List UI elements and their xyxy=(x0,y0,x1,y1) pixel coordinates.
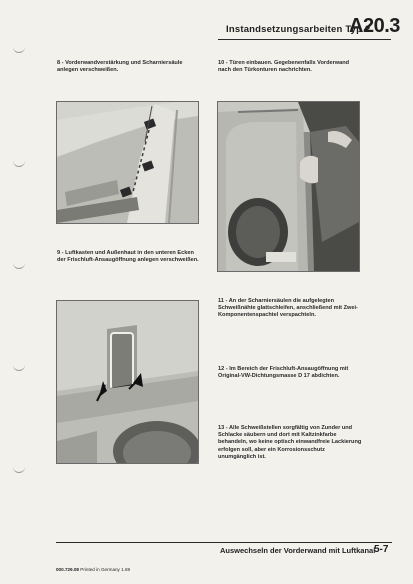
step-text: Alle Schweißstellen sorgfältig von Zunder und Schlacke säubern und dort mit Kaltzinkfarbe behandeln, wo keine optisch einwandfreie Lackierung erfolgen soll, aber ein Korrosionsschutz unumgänglich ist. xyxy=(218,425,362,460)
print-note xyxy=(56,567,130,572)
step-text: An der Scharniersäulen die aufgelegten Schweißnähte glattschleifen, anschließend mit Zwei-Komponentenspachtel verspachteln. xyxy=(218,298,358,319)
step-9: 9 - Luftkasten und Außenhaut in den unteren Ecken der Frischluft-Ansaugöffnung anlegen verschweißen. xyxy=(57,250,199,264)
step-text: Vorderwandverstärkung und Scharniersäule anlegen verschweißen. xyxy=(57,60,183,74)
step-number: 10 xyxy=(218,60,225,66)
step-text: Im Bereich der Frischluft-Ansaugöffnung mit Original-VW-Dichtungsmasse D 17 abdichten. xyxy=(218,366,349,380)
footer-rule xyxy=(56,542,392,543)
step-text: Luftkasten und Außenhaut in den unteren Ecken der Frischluft-Ansaugöffnung anlegen verschweißen. xyxy=(57,250,199,264)
step-number: 8 xyxy=(57,60,61,66)
binder-hole-mark xyxy=(13,44,25,53)
header-title: Instandsetzungsarbeiten Typ 2 xyxy=(226,24,371,35)
page-number: 5-7 xyxy=(374,544,389,555)
print-code: 000.729.08 xyxy=(56,567,79,572)
print-text: Printed in Germany 1.69 xyxy=(80,567,131,572)
binder-hole-mark xyxy=(13,362,25,371)
photo-scharniersaeule xyxy=(56,101,199,224)
step-13: 13 - Alle Schweißstellen sorgfältig von Zunder und Schlacke säubern und dort mit Kaltzinkfarbe behandeln, wo keine optisch einwandfreie Lackierung erfolgen soll, aber ein Korrosionsschutz unumgänglich ist. xyxy=(218,425,362,460)
step-number: 12 xyxy=(218,366,225,372)
binder-hole-mark xyxy=(13,464,25,473)
header-rule xyxy=(218,39,391,40)
binder-hole-mark xyxy=(13,158,25,167)
footer-title: Auswechseln der Vorderwand mit Luftkanal xyxy=(220,546,376,555)
step-8: 8 - Vorderwandverstärkung und Scharniersäule anlegen verschweißen. xyxy=(57,60,183,74)
step-10: 10 - Türen einbauen. Gegebenenfalls Vorderwand nach den Türkonturen nachrichten. xyxy=(218,60,350,74)
step-number: 9 xyxy=(57,250,61,256)
section-code: A20.3 xyxy=(349,15,400,37)
photo-tuer-einbauen xyxy=(217,101,360,272)
step-number: 13 xyxy=(218,425,225,431)
step-text: Türen einbauen. Gegebenenfalls Vorderwand nach den Türkonturen nachrichten. xyxy=(218,60,350,74)
binder-hole-mark xyxy=(13,260,25,269)
photo-frischluft-ansaugoeffnung xyxy=(56,300,199,464)
step-12: 12 - Im Bereich der Frischluft-Ansaugöffnung mit Original-VW-Dichtungsmasse D 17 abdichten. xyxy=(218,366,349,380)
step-11: 11 - An der Scharniersäulen die aufgelegten Schweißnähte glattschleifen, anschließend mit Zwei-Komponentenspachtel verspachteln. xyxy=(218,298,358,319)
step-number: 11 xyxy=(218,298,224,304)
